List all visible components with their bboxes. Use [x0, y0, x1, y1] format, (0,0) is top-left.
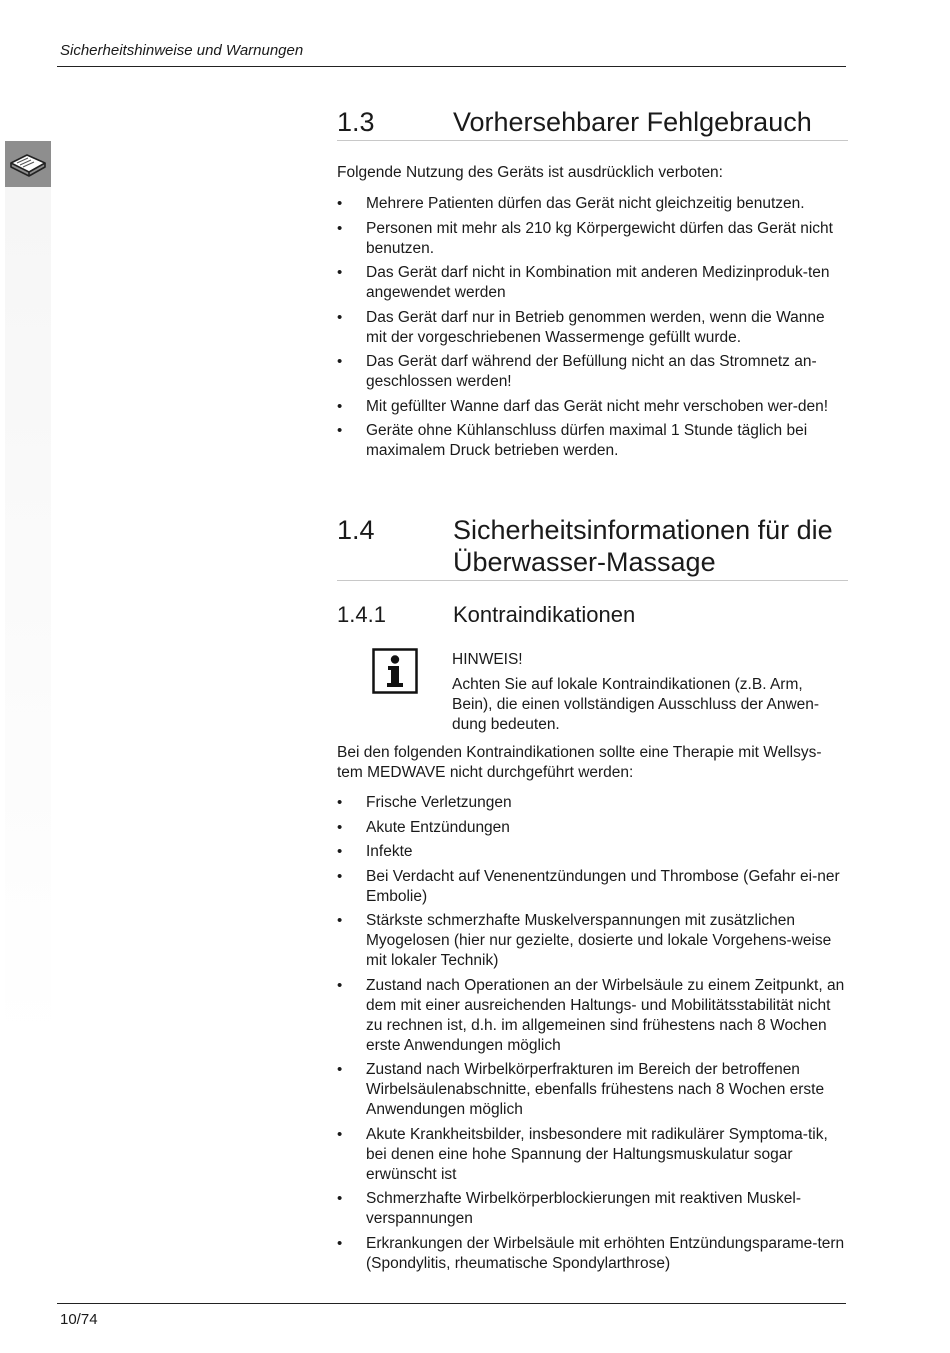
list-item: • Zustand nach Wirbelkörperfrakturen im Bereich der betroffenen Wirbelsäulenabschnitte, ebenfalls frühestens nach 8 Wochen erste Anwendungen möglich	[337, 1060, 847, 1120]
section-heading-1-3	[337, 106, 848, 141]
subsection-heading-1-4-1	[337, 602, 848, 628]
list-item: • Akute Entzündungen	[337, 818, 847, 838]
list-item: • Mit gefüllter Wanne darf das Gerät nicht mehr verschoben wer-den!	[337, 397, 847, 417]
running-header: Sicherheitshinweise und Warnungen	[60, 42, 304, 59]
list-item: • Das Gerät darf nur in Betrieb genommen werden, wenn die Wanne mit der vorgeschriebenen Wassermenge gefüllt wurde.	[337, 308, 847, 348]
header-rule	[57, 66, 846, 67]
contraindication-intro: Bei den folgenden Kontraindikationen sollte eine Therapie mit Wellsys-tem MEDWAVE nicht durchgeführt werden:	[337, 744, 822, 781]
forbidden-use-list	[337, 194, 847, 466]
list-item: • Infekte	[337, 842, 847, 862]
list-item: • Akute Krankheitsbilder, insbesondere mit radikulärer Symptoma-tik, bei denen eine hohe Spannung der Haltungsmuskulatur sogar erwünscht ist	[337, 1125, 847, 1185]
note-text: Achten Sie auf lokale Kontraindikationen (z.B. Arm, Bein), die einen vollständigen Ausschluss der Anwen-dung bedeuten.	[452, 676, 820, 733]
book-icon	[5, 141, 51, 187]
section-number: 1.3	[337, 107, 375, 137]
subsection-number: 1.4.1	[337, 602, 386, 627]
list-item: • Schmerzhafte Wirbelkörperblockierungen mit reaktiven Muskel-verspannungen	[337, 1189, 847, 1229]
list-item: • Zustand nach Operationen an der Wirbelsäule zu einem Zeitpunkt, an dem mit einer ausreichenden Haltungs- und Mobilitätsstabilität nicht zu rechnen ist, d.h. im allgemeinen sind frühestens nach 8 Wochen erste Anwendungen möglich	[337, 976, 847, 1056]
section-title: Vorhersehbarer Fehlgebrauch	[453, 107, 812, 137]
list-item: • Erkrankungen der Wirbelsäule mit erhöhten Entzündungsparame-tern (Spondylitis, rheumatische Spondylarthrose)	[337, 1234, 847, 1274]
note-label: HINWEIS!	[452, 651, 523, 668]
section-heading-1-4	[337, 514, 848, 581]
list-item: • Stärkste schmerzhafte Muskelverspannungen mit zusätzlichen Myogelosen (hier nur gezielte, dosierte und lokale Vorgehens-weise mit lokaler Technik)	[337, 911, 847, 971]
info-icon	[372, 648, 418, 694]
list-item: • Das Gerät darf während der Befüllung nicht an das Stromnetz an-geschlossen werden!	[337, 352, 847, 392]
list-item: • Geräte ohne Kühlanschluss dürfen maximal 1 Stunde täglich bei maximalem Druck betrieben werden.	[337, 421, 847, 461]
list-item: • Das Gerät darf nicht in Kombination mit anderen Medizinproduk-ten angewendet werden	[337, 263, 847, 303]
page-number: 10/74	[60, 1311, 98, 1328]
section-title: Sicherheitsinformationen für die Überwasser-Massage	[453, 515, 833, 577]
section-number: 1.4	[337, 515, 375, 545]
section-1-3-intro: Folgende Nutzung des Geräts ist ausdrücklich verboten:	[337, 164, 723, 181]
subsection-title: Kontraindikationen	[453, 602, 636, 627]
contraindication-list	[337, 793, 847, 1278]
footer-rule	[57, 1303, 846, 1304]
note-box	[452, 650, 847, 735]
list-item: • Bei Verdacht auf Venenentzündungen und Thrombose (Gefahr ei-ner Embolie)	[337, 867, 847, 907]
list-item: • Frische Verletzungen	[337, 793, 847, 813]
list-item: • Personen mit mehr als 210 kg Körpergewicht dürfen das Gerät nicht benutzen.	[337, 219, 847, 259]
list-item: • Mehrere Patienten dürfen das Gerät nicht gleichzeitig benutzen.	[337, 194, 847, 214]
side-tab-strip	[5, 187, 51, 1047]
